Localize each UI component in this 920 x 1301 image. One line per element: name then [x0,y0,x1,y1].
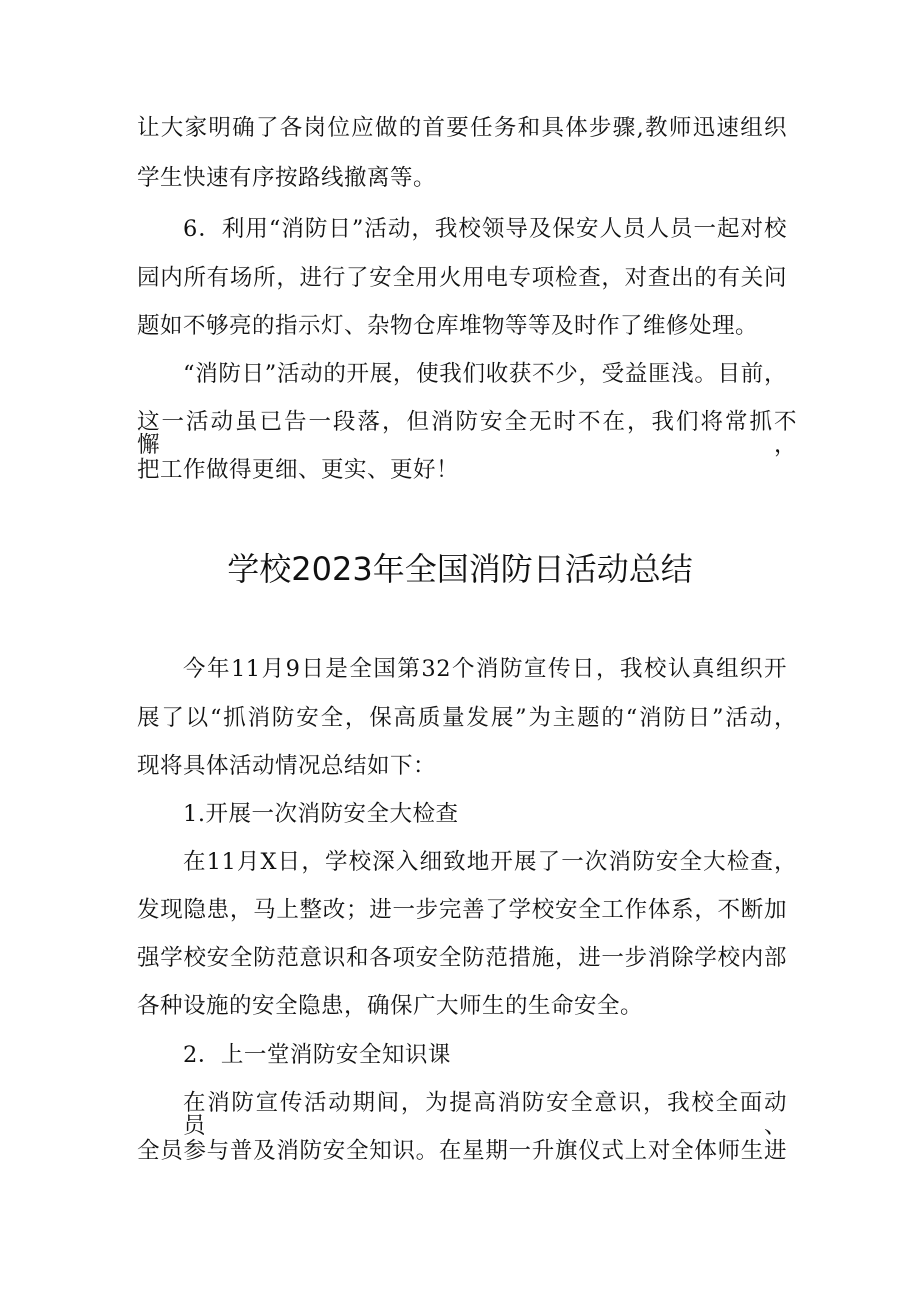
paragraph-line: 强学校安全防范意识和各项安全防范措施，进一步消除学校内部 [137,945,787,971]
paragraph-line: 在消防宣传活动期间，为提高消防安全意识，我校全面动员、 [183,1090,787,1139]
paragraph-line: 6．利用“消防日”活动，我校领导及保安人员人员一起对校 [183,216,787,242]
paragraph-line: 这一活动虽已告一段落，但消防安全无时不在，我们将常抓不懈， [137,409,797,458]
paragraph-line: 把工作做得更细、更实、更好！ [137,457,460,483]
paragraph-line: 在11月X日，学校深入细致地开展了一次消防安全大检查， [183,849,797,875]
paragraph-line: “消防日”活动的开展，使我们收获不少，受益匪浅。目前， [183,361,787,387]
page-title: 学校2023年全国消防日活动总结 [227,550,693,588]
paragraph-line: 展了以“抓消防安全，保高质量发展”为主题的“消防日”活动， [137,705,797,731]
section-heading: 1.开展一次消防安全大检查 [183,801,459,827]
paragraph-line: 各种设施的安全隐患，确保广大师生的生命安全。 [137,993,644,1019]
paragraph-line: 让大家明确了各岗位应做的首要任务和具体步骤,教师迅速组织 [137,115,787,141]
paragraph-line: 学生快速有序按路线撤离等。 [137,165,437,191]
paragraph-line: 现将具体活动情况总结如下： [137,753,437,779]
paragraph-line: 全员参与普及消防安全知识。在星期一升旗仪式上对全体师生进 [137,1138,787,1164]
paragraph-line: 今年11月9日是全国第32个消防宣传日，我校认真组织开 [183,656,787,682]
paragraph-line: 题如不够亮的指示灯、杂物仓库堆物等等及时作了维修处理。 [137,313,759,339]
section-heading: 2．上一堂消防安全知识课 [183,1042,451,1068]
paragraph-line: 园内所有场所，进行了安全用火用电专项检查，对查出的有关问 [137,265,787,291]
paragraph-line: 发现隐患，马上整改；进一步完善了学校安全工作体系，不断加 [137,897,787,923]
